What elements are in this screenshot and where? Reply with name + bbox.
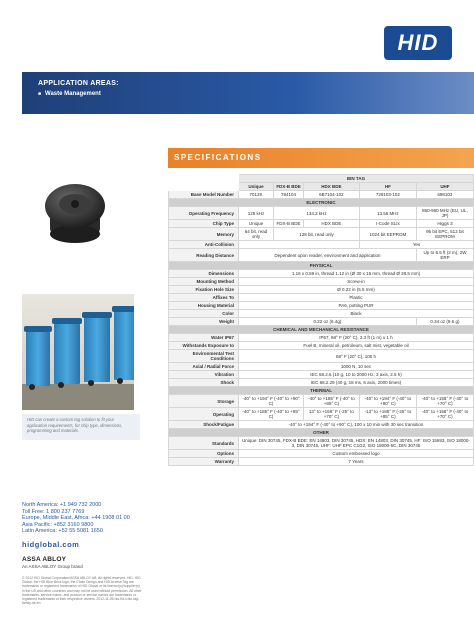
spec-row — [169, 207, 474, 220]
table-corner — [169, 175, 239, 183]
spec-label: Storage — [169, 395, 239, 408]
spec-row — [169, 379, 474, 387]
photo-ground — [22, 384, 134, 410]
spec-label: Affixes To — [169, 294, 239, 302]
spec-value: -40° to +158° F (-40° to +70° C) — [416, 408, 473, 421]
spec-value: 128 bit, read only — [274, 228, 360, 241]
spec-value: 125 kHz — [239, 207, 274, 220]
spec-value: 1.16 x 0.59 in, thread 1.12 in (Ø 30 x 15 mm, thread Ø 28.5 mm) — [239, 270, 474, 278]
spec-row — [169, 363, 474, 371]
spec-row — [169, 278, 474, 286]
spec-value: 96 bit EPC, 512 bit EEPROM — [416, 228, 473, 241]
spec-row — [169, 286, 474, 294]
bin-shape — [114, 310, 134, 380]
spec-label: Operating Frequency — [169, 207, 239, 220]
spec-value: 1000 N, 10 sec — [239, 363, 474, 371]
spec-value: -40° to +194° F (-40° to +90° C), 100 x 10 min with 30 sec transition — [239, 421, 474, 429]
spec-value: 0.34 oz (9.6 g) — [416, 318, 473, 326]
spec-value: 7 Years — [239, 458, 474, 466]
spec-value: 784104 — [274, 191, 304, 199]
spec-row — [169, 421, 474, 429]
spec-value: -40° to +194° F (-40° to +90° C) — [239, 395, 304, 408]
application-area-item: ■ Waste Management — [38, 91, 458, 97]
spec-value: 1024 bit EEPROM — [359, 228, 416, 241]
spec-label: Mounting Method — [169, 278, 239, 286]
spec-label: Base Model Number — [169, 191, 239, 199]
spec-value: Unique — [239, 220, 274, 228]
spec-section-row — [169, 387, 474, 395]
spec-row — [169, 408, 474, 421]
spec-value: Ø 0.22 in (5.5 mm) — [239, 286, 474, 294]
column-header: HDX BDE — [304, 183, 360, 191]
contact-line: Asia Pacific: +852 3160 9800 — [22, 521, 94, 528]
spec-value: 7013S — [239, 191, 274, 199]
spec-value: PA6, potting PUR — [239, 302, 474, 310]
photo-caption: HID can create a custom tag solution to fit your application requirements, for chip type, dimensions, programming and materials. — [22, 414, 140, 440]
spec-value: Unique: DIN 30745, FDX-B BDE: EN 14803, DIN 30745, HDX: EN 14803, DIN 30745, HF: ISO 15693, ISO 18000-3, DIN 30745, UHF: UHF EPC C1G2, ISO 18000-6C, DIN 30745 — [239, 437, 474, 450]
spec-value: 860-960 MHz (EU, UL, JP) — [416, 207, 473, 220]
spec-label: Housing Material — [169, 302, 239, 310]
specifications-body — [169, 191, 474, 466]
contact-line: Europe, Middle East, Africa: +44 1908 01 00 — [22, 515, 130, 522]
spec-label: Vibration — [169, 371, 239, 379]
spec-label: Fixation Hole Size — [169, 286, 239, 294]
spec-value: FDX-B BDE — [274, 220, 304, 228]
spec-label: Options — [169, 450, 239, 458]
spec-row — [169, 318, 474, 326]
spec-row — [169, 371, 474, 379]
spec-label: Anti-Collision — [169, 241, 239, 249]
contact-line: North America: +1 949 732 2000 — [22, 502, 102, 508]
spec-label: Environmental Test Conditions — [169, 350, 239, 363]
spec-value: Yes — [359, 241, 473, 249]
spec-value: -40° to +185° F (-40° to +85° C) — [239, 408, 304, 421]
spec-value: 698103 — [416, 191, 473, 199]
tag-hole — [71, 200, 79, 208]
spec-label: Reading Distance — [169, 249, 239, 262]
contact-info — [22, 502, 130, 535]
spec-value: Black — [239, 310, 474, 318]
spec-value: Screw-in — [239, 278, 474, 286]
spec-row — [169, 458, 474, 466]
bin-shape — [26, 330, 50, 386]
spec-value: 64 bit, read only — [239, 228, 274, 241]
spec-row — [169, 228, 474, 241]
spec-row — [169, 191, 474, 199]
spec-value: 134.2 kHz — [274, 207, 360, 220]
column-header: FDX-B BDE — [274, 183, 304, 191]
spec-value: -40° to +158° F (-40° to +70° C) — [416, 395, 473, 408]
spec-row — [169, 220, 474, 228]
contact-line: Toll Free: 1 800 237 7769 — [22, 508, 85, 515]
spec-row — [169, 270, 474, 278]
spec-section-label: PHYSICAL — [169, 262, 474, 270]
spec-section-row — [169, 199, 474, 207]
spec-row — [169, 241, 474, 249]
spec-label: Dimensions — [169, 270, 239, 278]
contact-line: Latin America: +52 55 5081 1650 — [22, 528, 103, 535]
spec-label: Shock/Fatigue — [169, 421, 239, 429]
spec-value: 729103-102 — [359, 191, 416, 199]
spec-value: Higgs 3 — [416, 220, 473, 228]
spec-row — [169, 302, 474, 310]
column-header: UHF — [416, 183, 473, 191]
spec-row — [169, 350, 474, 363]
spec-section-row — [169, 262, 474, 270]
brand-subtitle: An ASSA ABLOY Group brand — [22, 564, 83, 569]
bin-shape — [84, 316, 110, 382]
waste-bins-photo — [22, 294, 134, 410]
spec-value: Fuel B, mineral oil, petroleum, salt mist, vegetable oil — [239, 342, 474, 350]
application-areas-banner — [22, 72, 474, 114]
spec-section-row — [169, 429, 474, 437]
spec-value: 6B7104-102 — [304, 191, 360, 199]
spec-value: IEC 68.2.29 (40 g, 18 ms, 6 axis, 2000 times) — [239, 379, 474, 387]
spec-section-row — [169, 326, 474, 334]
spec-value: -40° to +185° F (-40° to +85° C) — [304, 395, 360, 408]
website-link[interactable]: hidglobal.com — [22, 540, 80, 549]
spec-row — [169, 310, 474, 318]
spec-value: -13° to +185° F (-25° to +85° C) — [359, 408, 416, 421]
spec-value: I-Code SLIx — [359, 220, 416, 228]
spec-value: IEC 68.2.6 (10 g, 10 to 2000 Hz, 3 axis, 2.5 h) — [239, 371, 474, 379]
column-header: Unique — [239, 183, 274, 191]
spec-section-label: ELECTRONIC — [169, 199, 474, 207]
spec-label: Color — [169, 310, 239, 318]
spec-row — [169, 294, 474, 302]
group-header: BIN TAG — [239, 175, 474, 183]
bin-shape — [54, 322, 80, 384]
spec-label: Shock — [169, 379, 239, 387]
spec-section-label: CHEMICAL AND MECHANICAL RESISTANCE — [169, 326, 474, 334]
assa-abloy-logo: ASSA ABLOY — [22, 556, 67, 563]
spec-value: 0.22 oz (6.4g) — [239, 318, 417, 326]
spec-label: Chip Type — [169, 220, 239, 228]
specifications-banner: SPECIFICATIONS — [168, 148, 474, 168]
spec-row — [169, 249, 474, 262]
spec-row — [169, 450, 474, 458]
bin-tag-product-image — [36, 176, 114, 246]
legal-text: © 2012 HID Global Corporation/ASSA ABLOY AB. All rights reserved. HID, HID Global, the HID Blue Brick logo, the Chain Design and HID Access Tag are trademarks or registered trademarks of HID Global or its licensor(s)/supplier(s) in the US and other countries and may not be used without permission. All other trademarks, service marks, and product or service names are trademarks or registered trademarks of their respective owners. 2012-11-05-hid-fid-ii-bin-tag-family-ds-en — [22, 576, 142, 606]
spec-value: HDX BDE — [304, 220, 360, 228]
spec-label: Weight — [169, 318, 239, 326]
spec-label: Operating — [169, 408, 239, 421]
spec-value: Plastic — [239, 294, 474, 302]
application-areas-title: APPLICATION AREAS: — [38, 80, 119, 87]
spec-value: 13.56 MHz — [359, 207, 416, 220]
spec-value: Up to 6.5 ft (2 m), 2W ERP — [416, 249, 473, 262]
spec-label: Standards — [169, 437, 239, 450]
spec-label: Warranty — [169, 458, 239, 466]
spec-value: Dependent upon reader, environment and application — [239, 249, 417, 262]
spec-value: 68° F (20° C), 100 h — [239, 350, 474, 363]
spec-row — [169, 334, 474, 342]
specifications-table — [168, 174, 474, 466]
spec-label: Memory — [169, 228, 239, 241]
hid-logo: HID — [384, 26, 452, 60]
spec-value: -40° to +194° F (-40° to +90° C) — [359, 395, 416, 408]
spec-section-label: OTHER — [169, 429, 474, 437]
spec-row — [169, 437, 474, 450]
spec-value: Custom embossed logo — [239, 450, 474, 458]
table-corner — [169, 183, 239, 191]
spec-section-label: THERMAL — [169, 387, 474, 395]
spec-label: Water IP67 — [169, 334, 239, 342]
column-header: HF — [359, 183, 416, 191]
spec-row — [169, 342, 474, 350]
spec-value: IP67, 68° F (20° C), 3.3 ft (1 m) x 1 h — [239, 334, 474, 342]
spec-label: Axial / Radial Force — [169, 363, 239, 371]
spec-value: 13° to +158° F (-25° to +70° C) — [304, 408, 360, 421]
spec-row — [169, 395, 474, 408]
spec-label: Withstands Exposure to — [169, 342, 239, 350]
spec-value — [239, 241, 360, 249]
